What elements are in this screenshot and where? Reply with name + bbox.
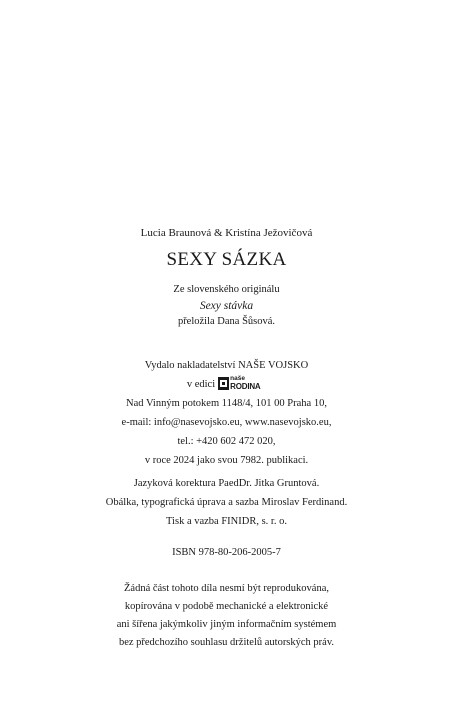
- rights-line: Žádná část tohoto díla nesmí být reprodukována,: [124, 583, 329, 594]
- book-title-text: SEXY SÁZKA: [166, 249, 287, 270]
- credit-line: Jazyková korektura PaedDr. Jitka Gruntová.: [133, 478, 320, 489]
- authors-line: Lucia Braunová & Kristína Ježovičová: [140, 227, 313, 239]
- edition-prefix: v edici: [186, 379, 216, 390]
- publisher-line: Vydalo nakladatelství NAŠE VOJSKO: [144, 360, 309, 371]
- year-line: v roce 2024 jako svou 7982. publikaci.: [144, 455, 309, 466]
- credits: [0, 474, 453, 531]
- logo-top-text: naše: [230, 374, 245, 382]
- address-line: Nad Vinným potokem 1148/4, 101 00 Praha 10,: [126, 398, 327, 409]
- original-info: [0, 282, 453, 330]
- isbn-text: ISBN 978-80-206-2005-7: [172, 547, 281, 558]
- rights-line: ani šířena jakýmkoliv jiným informačním systémem: [116, 619, 337, 630]
- rights-line: kopírována v podobě mechanické a elektronické: [124, 601, 329, 612]
- edition-line: [0, 375, 453, 394]
- credit-line: Tisk a vazba FINIDR, s. r. o.: [166, 516, 287, 527]
- authors: [0, 226, 453, 240]
- original-title: Sexy stávka: [199, 300, 254, 312]
- logo-bottom-text: RODINA: [230, 381, 261, 391]
- phone-line: tel.: +420 602 472 020,: [177, 436, 276, 447]
- book-title: [0, 248, 453, 272]
- isbn: [0, 546, 453, 560]
- rights-line: bez předchozího souhlasu držitelů autorských práv.: [118, 637, 335, 648]
- credit-line: Obálka, typografická úprava a sazba Miroslav Ferdinand.: [105, 497, 348, 508]
- original-language-line: Ze slovenského originálu: [173, 284, 280, 295]
- rights-notice: [0, 580, 453, 652]
- house-logo-icon: [218, 377, 229, 390]
- nase-rodina-logo: [218, 374, 266, 391]
- email-line: e-mail: info@nasevojsko.eu, www.nasevojsko.eu,: [121, 417, 332, 428]
- publisher-info: [0, 356, 453, 470]
- translator-line: přeložila Dana Šůsová.: [177, 316, 276, 327]
